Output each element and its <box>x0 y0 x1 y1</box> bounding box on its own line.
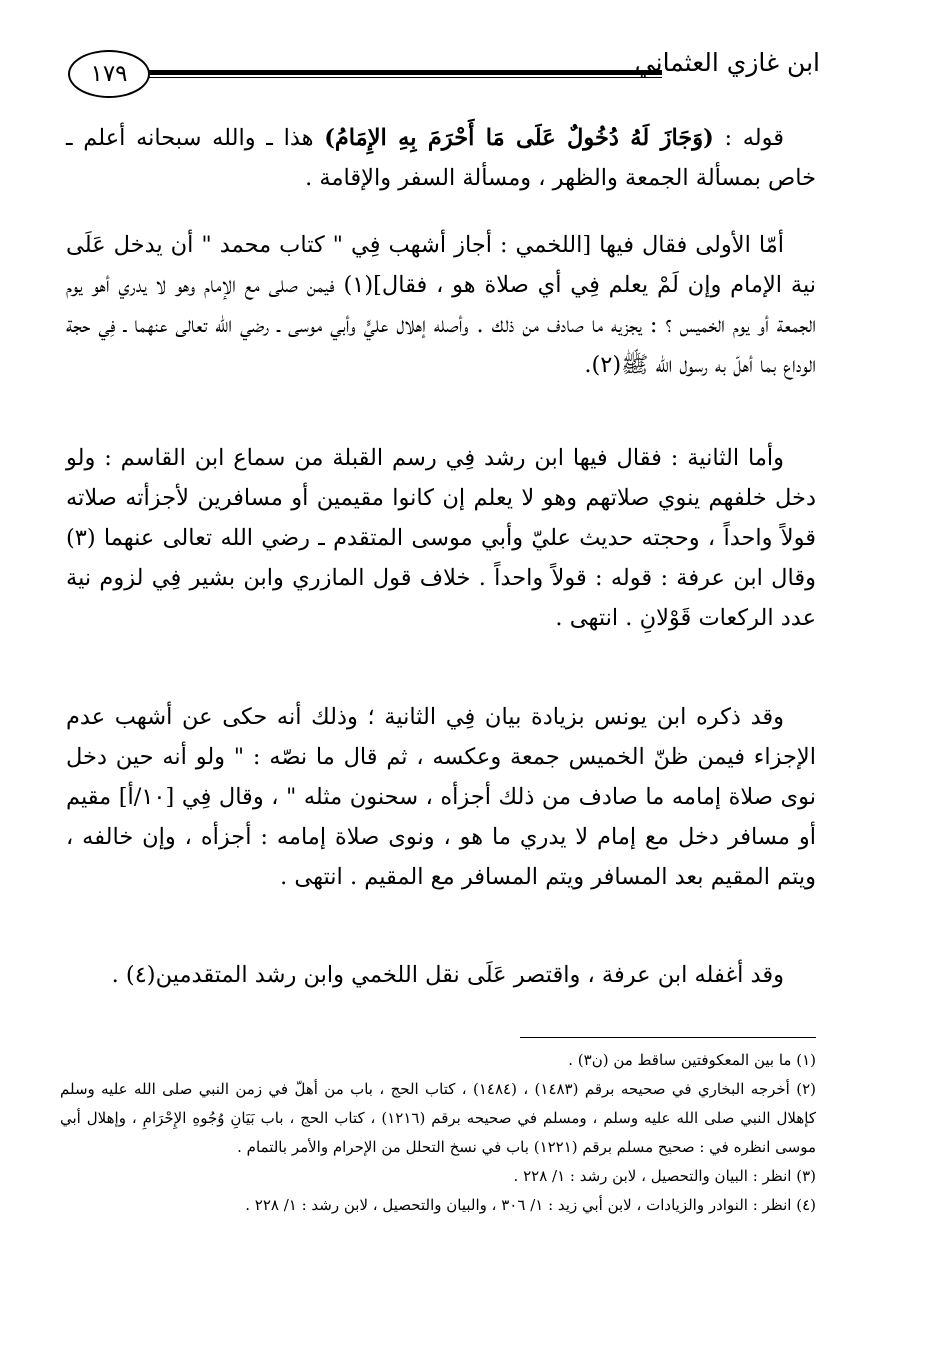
paragraph-4 <box>66 697 816 897</box>
paragraph-2-text: أمّا الأولى فقال فيها [اللخمي : أجاز أشهب فِي " كتاب محمد " أن يدخل عَلَى نية الإمام وإن لَمْ يعلم فِي أي صلاة هو ، فقال](١) فيمن صلى مع الإمام وهو لا يدري أهو يوم الجمعة أو يوم الخميس ؟ : يجزيه ما صادف من ذلك . وأصله إهلال عليٍّ وأبي موسى ـ رضي الله تعالى عنهما ـ فِي حجة الوداع بما أهلّ به رسول الله ﷺ(٢). <box>66 232 816 378</box>
paragraph-1-lead: قوله : <box>713 125 785 151</box>
paragraph-5-text: وقد أغفله ابن عرفة ، واقتصر عَلَى نقل اللخمي وابن رشد المتقدمين(٤) . <box>111 962 784 988</box>
page-number <box>68 50 150 98</box>
footnote-2: (٢) أخرجه البخاري في صحيحه برقم (١٤٨٣) ، (١٤٨٤) ، كتاب الحج ، باب من أهلّ في زمن النبي صلى الله عليه وسلم كإهلال النبي صلى الله عليه وسلم ، ومسلم في صحيحه برقم (١٢١٦) ، كتاب الحج ، باب بَيَانِ وُجُوهِ الإِحْرَامِ ، وإهلال أبي موسى انظره في : صحيح مسلم برقم (١٢٢١) باب في نسخ التحلل من الإحرام والأمر بالتمام . <box>60 1080 816 1156</box>
footnote-1: (١) ما بين المعكوفتين ساقط من (ن٣) . <box>568 1051 816 1069</box>
running-title: ابن غازي العثماني <box>634 48 820 77</box>
footnotes <box>60 1046 816 1220</box>
header-rule <box>148 70 662 78</box>
paragraph-3-text: وأما الثانية : فقال فيها ابن رشد فِي رسم القبلة من سماع ابن القاسم : ولو دخل خلفهم ينوي صلاتهم وهو لا يعلم إن كانوا مقيمين أو مسافرين لأجزأته صلاته قولاً واحداً ، وحجته حديث عليّ وأبي موسى المتقدم ـ رضي الله تعالى عنهما (٣) وقال ابن عرفة : قوله : قولاً واحداً . خلاف قول المازري وابن بشير فِي لزوم نية عدد الركعات قَوْلانِ . انتهى . <box>66 445 816 631</box>
paragraph-2 <box>66 225 816 385</box>
paragraph-3 <box>66 438 816 638</box>
footnote-separator <box>520 1037 816 1038</box>
paragraph-5 <box>66 955 816 995</box>
paragraph-1 <box>66 118 816 198</box>
paragraph-4-text: وقد ذكره ابن يونس بزيادة بيان فِي الثانية ؛ وذلك أنه حكى عن أشهب عدم الإجزاء فيمن ظنّ الخميس جمعة وعكسه ، ثم قال ما نصّه : " ولو أنه حين دخل نوى صلاة إمامه ما صادف من ذلك أجزأه ، سحنون مثله " ، وقال فِي [١٠/أ] مقيم أو مسافر دخل مع إمام لا يدري ما هو ، ونوى صلاة إمامه : أجزأه ، وإن خالفه ، ويتم المقيم بعد المسافر ويتم المسافر مع المقيم . انتهى . <box>66 704 816 890</box>
footnote-3: (٣) انظر : البيان والتحصيل ، لابن رشد : ١/ ٢٢٨ . <box>513 1167 816 1185</box>
page-header <box>68 48 820 108</box>
footnote-4: (٤) انظر : النوادر والزيادات ، لابن أبي زيد : ١/ ٣٠٦ ، والبيان والتحصيل ، لابن رشد : ١/ ٢٢٨ . <box>245 1196 816 1214</box>
quoted-matn: (وَجَازَ لَهُ دُخُولٌ عَلَى مَا أَحْرَمَ بِهِ الإِمَامُ) <box>324 125 714 151</box>
page-number-text: ١٧٩ <box>90 61 128 87</box>
paragraph-1-rest: هذا ـ والله سبحانه أعلم ـ خاص بمسألة الجمعة والظهر ، ومسألة السفر والإقامة . <box>66 125 816 191</box>
